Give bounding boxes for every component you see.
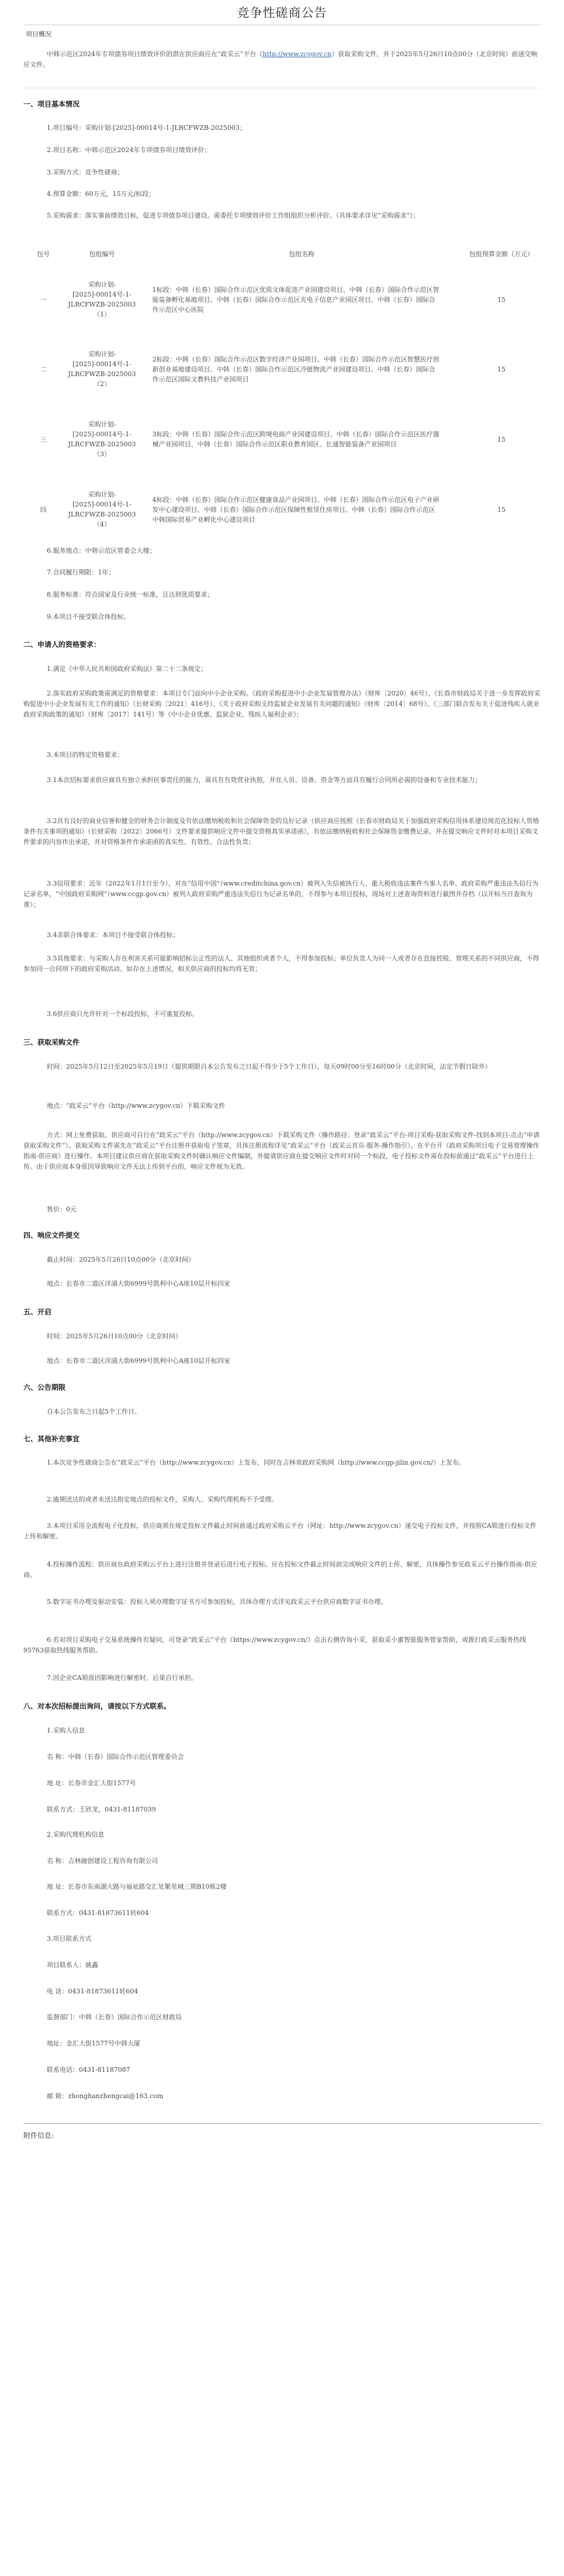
- qualification-item: 3.1本次招标要求供应商具有独立承担民事责任的能力，需具有有效营业执照，并在人员、设备、资金等方面具有履行合同所必需的设备和专业技术能力；: [47, 776, 482, 784]
- package-code: 采购计划-[2025]-00014号-1-JLRCFWZB-2025003（3）: [68, 421, 136, 458]
- package-budget: 15: [497, 365, 506, 373]
- package-name: 4标段：中韩（长春）国际合作示范区健康食品产业园项目、中韩（长春）国际合作示范区电子产业研发中心建设项目、中韩（长春）国际合作示范区保障性租赁住房项目、中韩（长春）国际合作示范区中韩国际贸易产业孵化中心建设项目: [152, 495, 440, 524]
- table-row: [23, 404, 540, 474]
- qualification-item: 3.6供应商只允许针对一个标段投标，不可重复投标。: [47, 1010, 199, 1018]
- section-6-heading: 六、公告期限: [23, 1383, 66, 1392]
- agency-address: 地 址：长春市东南湖大路与福祉路交汇处繁星城三期B10栋2楼: [47, 1883, 227, 1890]
- section-2-heading: 二、申请人的资格要求：: [23, 640, 101, 649]
- announcement-period: 自本公告发布之日起5个工作日。: [47, 1408, 141, 1416]
- section-5-heading: 五、开启: [23, 1308, 52, 1316]
- page-title: 竞争性磋商公告: [237, 6, 327, 20]
- qualification-item: 3.5其他要求：与采购人存在利害关系可能影响招标公正性的法人、其他组织或者个人，不得参加投标；单位负责人为同一人或者存在直接控股、管理关系的不同供应商，不得参加同一合同项下的政府采购活动。如存在上述情况，相关供应商的投标均将无效；: [23, 955, 539, 973]
- package-name: 3标段：中韩（长春）国际合作示范区跨境电商产业园建设项目、中韩（长春）国际合作示范区医疗器械产业园项目、中韩（长春）国际合作示范区职业教育园区、长通智能装备产业园项目: [152, 431, 440, 448]
- opening-time: 时间：2025年5月26日10点00分（北京时间）: [47, 1332, 182, 1340]
- opening-location: 地点：长春市二道区洋浦大街6999号凯利中心A座10层开标四室: [47, 1357, 230, 1365]
- contact-email[interactable]: 邮 箱：zhonghanzhengcai@163.com: [47, 2092, 164, 2100]
- agency-name: 名 称：吉林融创建设工程咨询有限公司: [47, 1857, 158, 1865]
- section-3-heading: 三、获取采购文件: [23, 1038, 80, 1046]
- qualification-item: 3.3信用要求：近年（2022年1月1日至今），对在“信用中国”（www.creditchina.gov.cn）被列入失信被执行人、重大税收违法案件当事人名单、政府采购严重违法失信行为记录名单，“中国政府采购网”（www.ccgp.gov.cn）被列入政府采购严重违法失信行为记录名单的，不得参与本项目投标，现场对上述查询资料进行截图并存档（以开标当日查询为准）；: [23, 880, 539, 908]
- package-code: 采购计划-[2025]-00014号-1-JLRCFWZB-2025003（1）: [68, 281, 136, 318]
- section-1-heading: 一、项目基本情况: [23, 100, 80, 108]
- supplement-item: 5.数字证书办理及驱动安装：投标人须办理数字证书方可参加投标，具体办理方式详见政采云平台供应商数字证书办理。: [47, 1598, 387, 1606]
- table-header-cell: 包组预算金额（万元）: [469, 250, 534, 258]
- package-budget: 15: [497, 505, 506, 514]
- document-time: 时间：2025年5月12日至2025年5月19日（提供期限自本公告发布之日起不得少于5个工作日），每天09时00分至16时00分（北京时间，法定节假日除外）: [47, 1063, 492, 1070]
- buyer-title: 1.采购人信息: [47, 1727, 85, 1734]
- package-budget: 15: [497, 435, 506, 443]
- budget-amount: 4.预算金额：60万元，15万元/标段；: [47, 190, 155, 198]
- table-header-row: [23, 243, 540, 265]
- supplement-item: 6.若对项目采购电子交易系统操作有疑问，可登录“政采云”平台（https://www.zcygov.cn/）点击右侧咨询小采，获取采小蜜智能服务管家帮助，或拨打政采云服务热线95763获取热线服务帮助。: [23, 1636, 527, 1654]
- project-name: 2.项目名称：中韩示范区2024年专项债券项目绩效评价；: [47, 146, 211, 154]
- project-number: 1.项目编号：采购计划-[2025]-00014号-1-JLRCFWZB-2025003；: [47, 124, 246, 132]
- project-contact-phone: 电 话：0431-81873611转604: [47, 1988, 139, 1995]
- qualification-item: 2.落实政府采购政策需满足的资格要求：本项目专门面向中小企业采购。《政府采购促进中小企业发展管理办法》（财库〔2020〕46号）、《长春市财政局关于进一步发挥政府采购促进中小企业发展有关工作的通知》（长财采购〔2021〕416号）、《关于政府采购支持监狱企业发展有关问题的通知》（财库〔2014〕68号）、《三部门联合发布关于促进残疾人就业政府采购政策的通知》（财库〔2017〕141号）等《中小企业优惠、监狱企业、残疾人福利企业》；: [23, 690, 541, 718]
- intro-text: 中韩示范区2024年专项债券项目绩效评价的潜在供应商应在“政采云”平台（http://www.zcygov.cn）获取采购文件，并于2025年5月26日10点00分（北京时间）前递交响应文件。: [23, 50, 538, 68]
- qualification-item: 3.4非联合体要求：本项目不接受联合体投标；: [47, 931, 179, 939]
- attachments-label: 附件信息:: [23, 2131, 54, 2140]
- agency-title: 2.采购代理机构信息: [47, 1831, 105, 1838]
- contract-period: 7.合同履行期限：1年；: [47, 569, 115, 576]
- table-header-cell: 包组编号: [89, 250, 115, 258]
- procurement-requirement: 5.采购需求：落实事前绩效目标，促进专项债券项目建设。需委托专项绩效评价工作组组织分析评价。（具体要求详见“采购需求”）；: [47, 212, 420, 219]
- supervision-phone: 联系电话：0431-81187087: [47, 2066, 130, 2074]
- buyer-address: 地 址：长春市金汇大街1577号: [47, 1779, 136, 1787]
- zcygov-link[interactable]: http://www.zcygov.cn: [262, 50, 332, 58]
- project-contact-person: 项目联系人：姚鑫: [47, 1961, 98, 1969]
- package-budget: 15: [497, 295, 506, 304]
- buyer-contact: 联系方式：王欣龙，0431-81187039: [47, 1806, 156, 1813]
- document-price: 售价：0元: [47, 1206, 77, 1213]
- qualification-item: 1.满足《中华人民共和国政府采购法》第二十二条规定；: [47, 665, 207, 673]
- section-8-heading: 八、对本次招标提出询问，请按以下方式联系。: [23, 1702, 171, 1710]
- section-7-heading: 七、其他补充事宜: [23, 1435, 80, 1443]
- package-no: 三: [40, 435, 47, 443]
- package-name: 1标段：中韩（长春）国际合作示范区优质文体促进产业园建设项目、中韩（长春）国际合作示范区智能装备孵化基地项目、中韩（长春）国际合作示范区光电子信息产业园区项目、中韩（长春）国际合作示范区中心医院: [152, 285, 440, 314]
- section-4-heading: 四、响应文件提交: [23, 1231, 80, 1239]
- supervision-address: 地址：金汇大街1577号中韩大厦: [47, 2040, 140, 2047]
- document-location: 地点：“政采云”平台（http://www.zcygov.cn）下载采购文件: [47, 1102, 226, 1110]
- service-location: 6.服务地点：中韩示范区管委会大楼；: [47, 547, 156, 555]
- submission-location: 地点：长春市二道区洋浦大街6999号凯利中心A座10层开标四室: [47, 1280, 230, 1287]
- table-row: [23, 474, 540, 545]
- footer-divider: [23, 2123, 541, 2124]
- service-standard: 8.服务标准：符合国家及行业统一标准，且达到优质要求；: [47, 591, 214, 598]
- supplement-item: 3.本项目采用全流程电子化投标，供应商须在规定投标文件截止时间前通过政府采购云平台（网址：http://www.zcygov.cn）递交电子投标文件，并按照CA锁进行投标文件上传和解密。: [23, 1522, 537, 1540]
- table-header-cell: 包组名称: [289, 250, 315, 258]
- package-no: 一: [40, 295, 47, 304]
- package-no: 四: [40, 505, 47, 514]
- package-code: 采购计划-[2025]-00014号-1-JLRCFWZB-2025003（4）: [68, 491, 136, 528]
- supplement-item: 2.逾期送达的或者未送达指定地点的投标文件，采购人、采购代理机构不予受理。: [47, 1496, 278, 1503]
- qualification-item: 3.2具有良好的商业信誉和健全的财务会计制度及有依法缴纳税收和社会保障资金的良好记录（供应商应按照《长春市财政局关于加强政府采购信用体系建设规范化投标人资格条件有关事项的通知》（长财采购〔2022〕2066号）文件要求提供响应文件中提交资格真实承诺函），有依法缴纳税收和社会保障资金缴费记录。并在提交响应文件时对本项目采购文件要求的内容作出承诺，并对资格条件作承诺函的真实性、有效性、合法性负责；: [23, 817, 539, 846]
- supervision-dept: 监督部门：中韩（长春）国际合作示范区财政局: [47, 2013, 182, 2021]
- table-header-cell: 包号: [37, 250, 50, 258]
- supplement-item: 1.本次竞争性磋商公告在“政采云”平台（http://www.zcygov.cn）上发布，同时在吉林省政府采购网（http://www.ccgp-jilin.gov.cn/）上发布。: [47, 1459, 465, 1466]
- package-code: 采购计划-[2025]-00014号-1-JLRCFWZB-2025003（2）: [68, 350, 136, 388]
- supplement-item: 7.因企业CA锁原因影响进行解密时，后果自行承担。: [47, 1674, 198, 1682]
- submission-deadline: 截止时间：2025年5月26日10点00分（北京时间）: [47, 1256, 195, 1263]
- package-no: 二: [40, 365, 47, 373]
- supplement-item: 4.投标操作流程：供应商在政府采购云平台上进行注册并登录后进行电子投标。应在投标文件截止时间前完成响应文件的上传、解密，具体操作参见政采云平台操作指南-供应商。: [23, 1561, 538, 1579]
- package-table: [23, 243, 540, 545]
- table-row: [23, 265, 540, 334]
- agency-contact: 联系方式：0431-81873611转604: [47, 1909, 149, 1917]
- intro-heading: 项目概况: [26, 30, 51, 38]
- no-consortium: 9.本项目不接受联合体投标。: [47, 613, 130, 621]
- table-row: [23, 334, 540, 404]
- procurement-method: 3.采购方式：竞争性磋商；: [47, 168, 124, 176]
- qualification-item: 3.本项目的特定资格要求：: [47, 751, 124, 759]
- project-contact-title: 3.项目联系方式: [47, 1935, 92, 1943]
- package-name: 2标段：中韩（长春）国际合作示范区数字经济产业园项目、中韩（长春）国际合作示范区智慧医疗创新创业基地建设项目、中韩（长春）国际合作示范区冷链物流产业园建设项目、中韩（长春）国际合作示范区国际文教科技产业园项目: [152, 355, 440, 383]
- document-method: 方式：网上免费获取。供应商可自行在“政采云”平台（http://www.zcygov.cn）下载采购文件（操作路径：登录“政采云”平台-项目采购-获取采购文件-找到本项目-点击“申请获取采购文件”）。获取采购文件需先在“政采云”平台注册并获取电子签章，具体注册流程详见“政采云”平台（政采云首页-服务-操作指引）。在平台开《政府采购项目电子交易管理操作指南-供应商》进行操作。本项目建议供应商在获取采购文件时确认响应文件编制，并提请供应商在提交响应文件时对同一个标段，电子投标文件需在投标前通过“政采云”平台进行上传。由于供应商本身原因导致响应文件无法上传到平台的，响应文件视为无效。: [23, 1131, 539, 1170]
- buyer-name: 名 称：中韩（长春）国际合作示范区管理委员会: [47, 1753, 184, 1761]
